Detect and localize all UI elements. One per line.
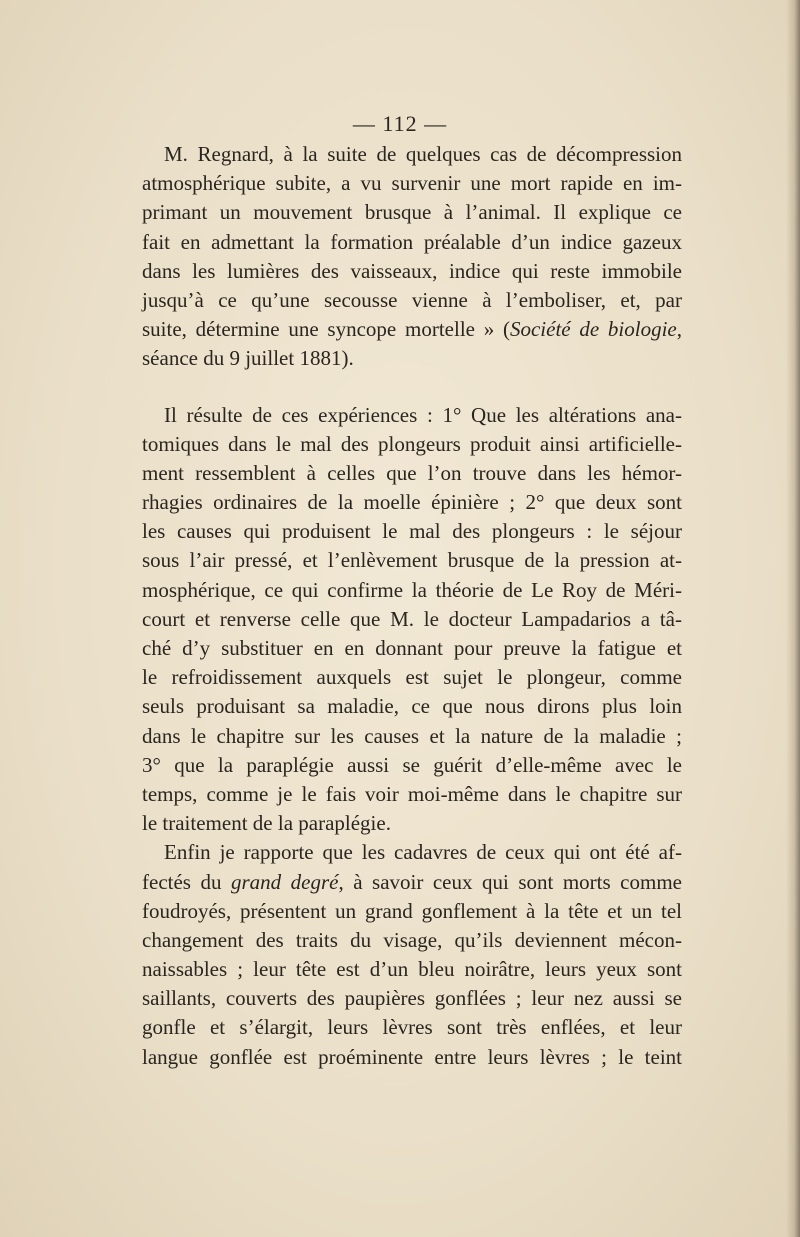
text-line: rhagies ordinaires de la moelle épinière ; 2° que deux sont bbox=[142, 490, 682, 515]
text-line: dans le chapitre sur les causes et la nature de la maladie ; bbox=[142, 723, 682, 748]
text-run: , bbox=[676, 317, 682, 342]
text-line: M. Regnard, à la suite de quelques cas de décompression bbox=[164, 142, 682, 166]
text-line: saillants, couverts des paupières gonflées ; leur nez aussi se bbox=[142, 986, 682, 1011]
text-line: dans les lumières des vaisseaux, indice qui reste immobile bbox=[142, 258, 682, 283]
text-line: court et renverse celle que M. le docteur Lampadarios a tâ- bbox=[142, 606, 682, 631]
text-line: séance du 9 juillet 1881). bbox=[142, 346, 354, 371]
text-run: suite, détermine une syncope mortelle » ( bbox=[142, 317, 510, 342]
text-line: le refroidissement auxquels est sujet le plongeur, comme bbox=[142, 665, 682, 690]
text-run: , à savoir ceux qui sont morts comme bbox=[338, 869, 682, 894]
text-line: naissables ; leur tête est d’un bleu noirâtre, leurs yeux sont bbox=[142, 957, 682, 982]
text-line: les causes qui produisent le mal des plongeurs : le séjour bbox=[142, 519, 682, 544]
text-line: temps, comme je le fais voir moi-même dans le chapitre sur bbox=[142, 781, 682, 806]
page-number: — 112 — bbox=[352, 111, 448, 136]
text-line: primant un mouvement brusque à l’animal. Il explique ce bbox=[142, 200, 682, 225]
text-line: fait en admettant la formation préalable d’un indice gazeux bbox=[142, 229, 682, 254]
text-line: le traitement de la paraplégie. bbox=[142, 811, 391, 836]
text-line: langue gonflée est proéminente entre leurs lèvres ; le teint bbox=[142, 1044, 682, 1069]
text-line: mosphérique, ce qui confirme la théorie de Le Roy de Méri- bbox=[142, 577, 682, 602]
text-line: ché d’y substituer en en donnant pour preuve la fatigue et bbox=[142, 636, 682, 660]
text-line: jusqu’à ce qu’une secousse vienne à l’emboliser, et, par bbox=[142, 287, 682, 312]
italic-citation: Société de biologie bbox=[509, 317, 677, 342]
text-line: sous l’air pressé, et l’enlèvement brusque de la pression at- bbox=[142, 548, 682, 573]
text-line: atmosphérique subite, a vu survenir une mort rapide en im- bbox=[142, 171, 682, 196]
text-line: changement des traits du visage, qu’ils deviennent mécon- bbox=[142, 927, 682, 952]
text-line: seuls produisant sa maladie, ce que nous dirons plus loin bbox=[142, 694, 682, 719]
text-line: foudroyés, présentent un grand gonflement à la tête et un tel bbox=[142, 898, 682, 923]
text-line bbox=[142, 315, 682, 344]
body-text bbox=[142, 140, 682, 1072]
text-line: 3° que la paraplégie aussi se guérit d’elle-même avec le bbox=[142, 752, 682, 777]
text-line: ment ressemblent à celles que l’on trouve dans les hémor- bbox=[142, 460, 682, 485]
text-line bbox=[142, 868, 682, 897]
text-line: tomiques dans le mal des plongeurs produit ainsi artificielle- bbox=[142, 431, 682, 456]
paragraph-gap bbox=[142, 374, 682, 401]
text-run: fectés du bbox=[142, 869, 231, 894]
text-line: Il résulte de ces expériences : 1° Que les altérations ana- bbox=[164, 402, 682, 427]
page-edge-shadow bbox=[786, 0, 800, 1237]
italic-term: grand degré bbox=[230, 869, 339, 894]
text-line: Enfin je rapporte que les cadavres de ceux qui ont été af- bbox=[164, 840, 682, 865]
text-line: gonfle et s’élargit, leurs lèvres sont très enflées, et leur bbox=[142, 1015, 682, 1040]
